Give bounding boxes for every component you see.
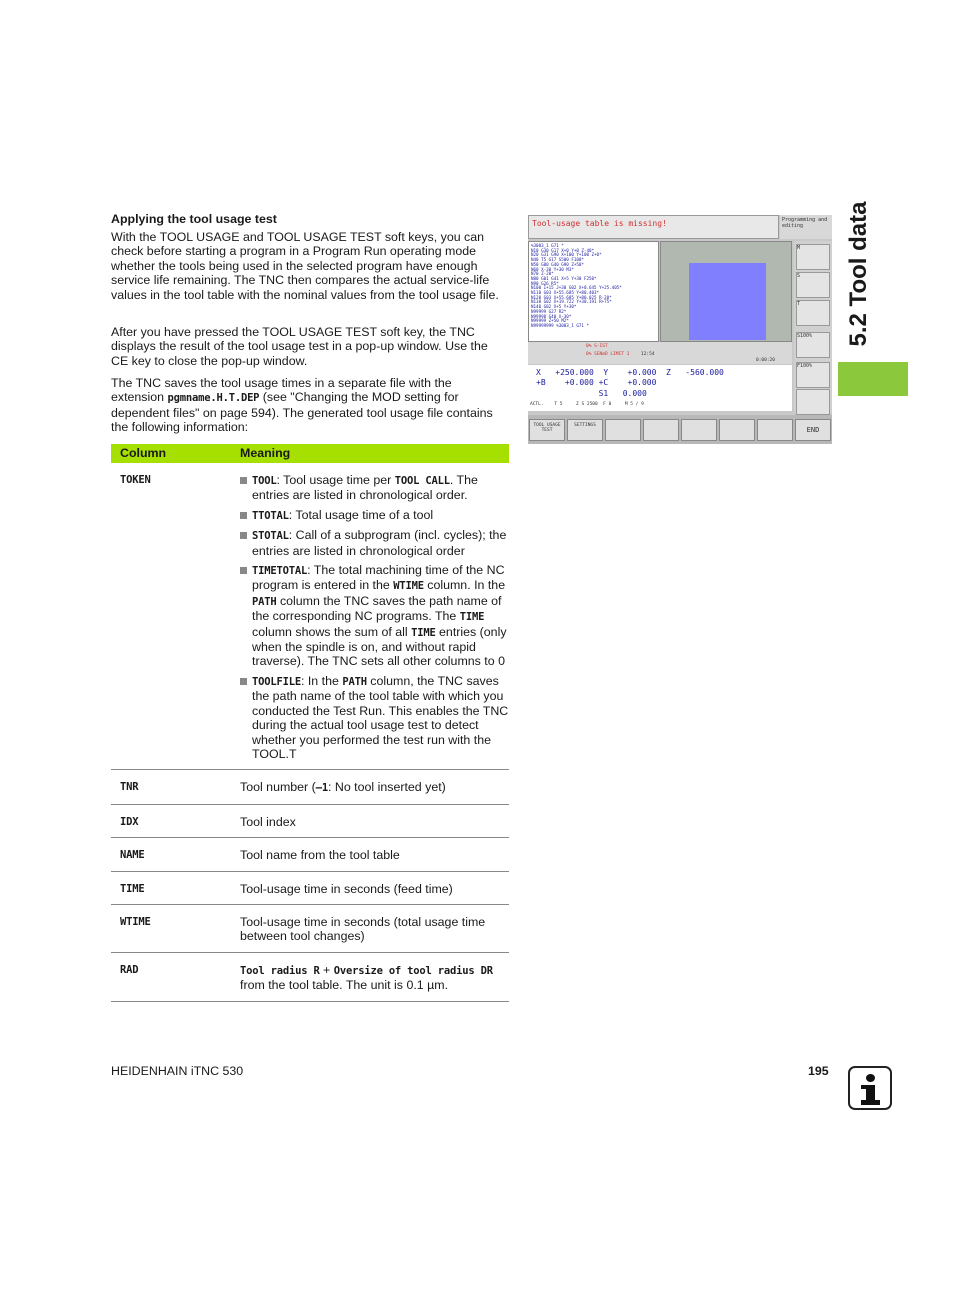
paragraph-popup: After you have pressed the TOOL USAGE TEST soft key, the TNC displays the result of the tool usage test in a pop-up window. Use the CE key to close the pop-up window.: [111, 325, 488, 368]
softkey-empty[interactable]: [757, 419, 793, 441]
softkey-feed-override[interactable]: F100%: [796, 362, 830, 388]
softkey-spindle-override[interactable]: S100%: [796, 332, 830, 358]
softkey-s[interactable]: S: [796, 272, 830, 298]
table-row-wtime: WTIME Tool-usage time in seconds (total usage time between tool changes): [111, 905, 509, 953]
softkey-t[interactable]: T: [796, 300, 830, 326]
softkey-minus[interactable]: [796, 389, 830, 415]
table-row-token: TOKEN TOOL: Tool usage time per TOOL CALL. The entries are listed in chronological order. TTOTAL: Total usage time of a tool STOTAL: Call of a subprogram (incl. cycles); the entries are listed in chronological order TIMETOTAL: The total machining time of the NC program is entered in the WTIME column. In the PATH column the TNC saves the path name of the corresponding NC programs. The TIME column shows the sum of all TIME entries (only when the spindle is on, and without rapid traverse). The TNC sets all other columns to 0 TOOLFILE: In the PATH column, the TNC saves the path name of the tool table with which you conducted the Test Run. This enables the TNC during the actual tool usage test to detect whether you performed the test run with the TOOL.T: [111, 463, 509, 770]
list-item: STOTAL: Call of a subprogram (incl. cycles); the entries are listed in chronological order: [240, 528, 509, 558]
chapter-tab-marker: [838, 362, 908, 396]
softkey-empty[interactable]: [643, 419, 679, 441]
page-number: 195: [808, 1064, 829, 1078]
section-heading: Applying the tool usage test: [111, 212, 277, 226]
tool-usage-file-table: [111, 444, 509, 1002]
chapter-tab-title: 5.2 Tool data: [845, 201, 872, 347]
vertical-softkeys: [794, 241, 832, 413]
table-row-name: NAME Tool name from the tool table: [111, 838, 509, 871]
softkey-tool-usage-test[interactable]: TOOL USAGE TEST: [529, 419, 565, 441]
tnc-screenshot: [528, 215, 832, 444]
softkey-empty[interactable]: [681, 419, 717, 441]
table-row-time: TIME Tool-usage time in seconds (feed time): [111, 872, 509, 905]
graphics-window: [660, 241, 792, 342]
table-header: Column Meaning: [111, 444, 509, 463]
list-item: TTOTAL: Total usage time of a tool: [240, 508, 509, 523]
list-item: TOOLFILE: In the PATH column, the TNC saves the path name of the tool table with which you conducted the Test Run. This enables the TNC during the actual tool usage test to detect whether you performed the test run with the TOOL.T: [240, 674, 509, 761]
mode-indicator: Programming and editing: [780, 215, 832, 239]
softkey-m[interactable]: M: [796, 244, 830, 270]
table-row-tnr: TNR Tool number (–1: No tool inserted yet): [111, 770, 509, 804]
info-icon: [848, 1066, 892, 1110]
list-item: TIMETOTAL: The total machining time of the NC program is entered in the WTIME column. In the PATH column the TNC saves the path name of the corresponding NC programs. The TIME column shows the sum of all TIME entries (only when the spindle is on, and without rapid traverse). The TNC sets all other columns to 0: [240, 563, 509, 669]
footer-product: HEIDENHAIN iTNC 530: [111, 1064, 244, 1078]
paragraph-file: The TNC saves the tool usage times in a separate file with the extension pgmname.H.T.DEP (see "Changing the MOD setting for dependent files" on page 594). The generated tool usage file contains the following information:: [111, 376, 493, 435]
workpiece-graphic: [689, 263, 766, 340]
softkey-empty[interactable]: [719, 419, 755, 441]
program-listing: %3003_1 G71 * N10 G30 G17 X+0 Y+0 Z-40* N20 G31 G90 X+100 Y+100 Z+0* N40 T5 G17 S500 F100* N50 G00 G40 G90 Z+50* N60 X-30 Y+30 M3* N70 Z-20* N80 G01 G41 X+5 Y+30 F250* N90 G26 R5* N100 I+15 J+30 G02 X+0.645 Y+25.405* N110 G03 X+55.685 Y+88.403* N120 G03 X+55.685 Y+80.025 R-20* N130 G02 X+19.722 Y+30.191 R+75* N140 G02 X+5 Y+30* N99999 G27 R2* N99998 G40 X-30* N99999 Z+50 M2* N99999999 %3003_1 G71 *: [528, 241, 659, 342]
list-item: TOOL: Tool usage time per TOOL CALL. The entries are listed in chronological order.: [240, 473, 509, 503]
table-row-rad: RAD Tool radius R + Oversize of tool radius DR from the tool table. The unit is 0.1 µm.: [111, 953, 509, 1002]
status-bar: 0% S-IST 0% SENmD LIMIT 1 12:54 0:00:20: [528, 342, 792, 364]
softkey-empty[interactable]: [605, 419, 641, 441]
error-message: Tool-usage table is missing!: [528, 215, 779, 239]
horizontal-softkeys: [528, 415, 832, 444]
softkey-end[interactable]: END: [795, 419, 831, 441]
paragraph-intro: With the TOOL USAGE and TOOL USAGE TEST soft keys, you can check before starting a program in a Program Run operating mode whether the tools being used in the selected program have enough service life remaining. The TNC then compares the actual service-life values in the tool table with the nominal values from the tool usage file.: [111, 230, 499, 302]
table-row-idx: IDX Tool index: [111, 805, 509, 838]
position-display: X +250.000 Y +0.000 Z -560.000 +B +0.000 +C +0.000 S1 0.000 ACTL. T 5 Z S 2500 F 0 M 5 / 9: [528, 365, 792, 411]
softkey-settings[interactable]: SETTINGS: [567, 419, 603, 441]
